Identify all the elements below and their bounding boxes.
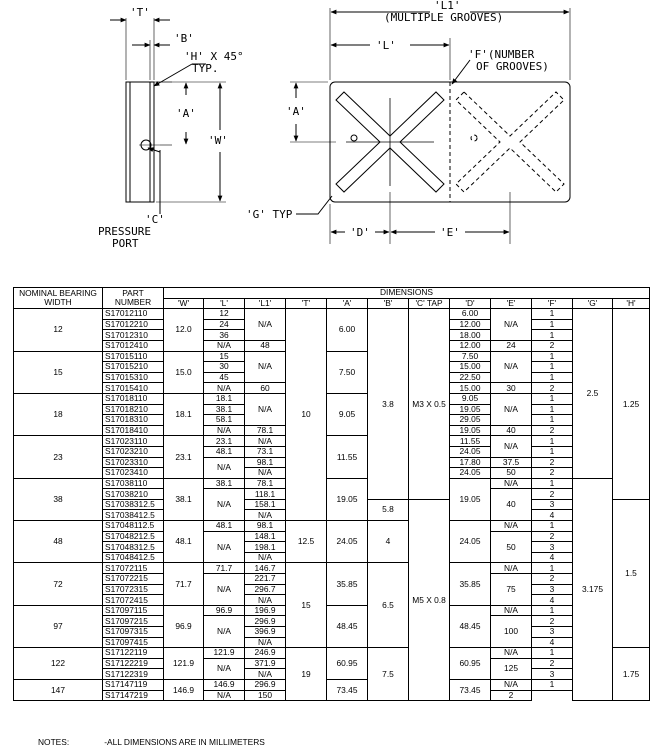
e-cell: 30: [491, 383, 532, 394]
l1-cell: N/A: [245, 510, 286, 521]
a-cell: 35.85: [327, 563, 368, 605]
l1-cell: 118.1: [245, 489, 286, 500]
nominal-cell: 15: [14, 351, 103, 393]
l1-cell: N/A: [245, 595, 286, 606]
e-cell: N/A: [491, 351, 532, 383]
e-cell: 150: [245, 690, 286, 701]
col-a: 'A': [327, 298, 368, 309]
part-number-cell: S17038110: [103, 478, 164, 489]
label-h-chamfer: 'H' X 45°: [184, 50, 244, 63]
nominal-cell: 122: [14, 648, 103, 680]
col-w: 'W': [164, 298, 204, 309]
f-cell: 1: [532, 351, 573, 362]
d-cell: 24.05: [450, 468, 491, 479]
label-c: 'C': [145, 213, 165, 226]
w-cell: 15.0: [164, 351, 204, 393]
l-cell: N/A: [204, 616, 245, 648]
part-number-cell: S17012210: [103, 319, 164, 330]
l1-cell: N/A: [245, 393, 286, 425]
g-cell: 3.175: [573, 478, 613, 700]
l1-cell: N/A: [245, 669, 286, 680]
h-cell: 1.75: [613, 648, 650, 701]
nominal-cell: 147: [14, 679, 103, 700]
part-number-cell: S17048112.5: [103, 521, 164, 532]
col-l1: 'L1': [245, 298, 286, 309]
l-cell: N/A: [204, 489, 245, 521]
f-cell: 4: [532, 595, 573, 606]
f-cell: 3: [532, 627, 573, 638]
w-cell: 12.0: [164, 309, 204, 351]
col-t: 'T': [286, 298, 327, 309]
label-a-left: 'A': [176, 107, 196, 120]
part-number-cell: S17018210: [103, 404, 164, 415]
f-cell: 2: [532, 574, 573, 585]
e-cell: N/A: [491, 648, 532, 659]
w-cell: 146.9: [164, 679, 204, 700]
d-cell: 12.00: [450, 340, 491, 351]
part-number-cell: S17122219: [103, 658, 164, 669]
table-row: [14, 478, 650, 489]
part-number-cell: S17038412.5: [103, 510, 164, 521]
f-cell: 2: [532, 658, 573, 669]
part-number-cell: S17023410: [103, 468, 164, 479]
f-cell: 1: [532, 521, 573, 532]
l1-cell: 78.1: [245, 425, 286, 436]
part-number-cell: S17015310: [103, 372, 164, 383]
d-cell: 19.05: [450, 478, 491, 520]
l1-cell: N/A: [245, 309, 286, 341]
col-f: 'F': [532, 298, 573, 309]
l1-cell: 98.1: [245, 521, 286, 532]
f-cell: 2: [532, 616, 573, 627]
groove-x-left: [336, 92, 444, 192]
d-cell: 48.45: [450, 605, 491, 647]
e-cell: 37.5: [491, 457, 532, 468]
f-cell: 1: [532, 309, 573, 320]
f-cell: 1: [532, 415, 573, 426]
f-cell: 3: [532, 542, 573, 553]
l1-cell: N/A: [245, 351, 286, 383]
header-nominal: NOMINAL BEARING WIDTH: [14, 288, 103, 309]
part-number-cell: S17072315: [103, 584, 164, 595]
f-cell: 3: [532, 584, 573, 595]
part-number-cell: S17038210: [103, 489, 164, 500]
f-cell: 2: [532, 489, 573, 500]
l-cell: N/A: [204, 658, 245, 679]
d-cell: 35.85: [450, 563, 491, 605]
f-cell: 2: [532, 457, 573, 468]
e-cell: 125: [491, 658, 532, 679]
col-e: 'E': [491, 298, 532, 309]
notes-label: NOTES:: [38, 737, 70, 747]
part-number-cell: S17012110: [103, 309, 164, 320]
l1-cell: 73.1: [245, 446, 286, 457]
l1-cell: 221.7: [245, 574, 286, 585]
f-cell: 1: [532, 605, 573, 616]
f-cell: 1: [532, 648, 573, 659]
w-cell: 121.9: [164, 648, 204, 680]
e-cell: 40: [491, 425, 532, 436]
w-cell: 38.1: [164, 478, 204, 520]
front-view: [290, 8, 570, 244]
part-number-cell: S17015110: [103, 351, 164, 362]
label-port: PORT: [112, 237, 139, 250]
l1-cell: 246.9: [245, 648, 286, 659]
l-cell: 36: [204, 330, 245, 341]
table-row: [14, 309, 650, 320]
f-cell: 3: [532, 669, 573, 680]
f-cell: 1: [532, 679, 573, 690]
f-cell: 1: [532, 330, 573, 341]
f-cell: 2: [491, 690, 532, 701]
e-cell: N/A: [491, 309, 532, 341]
f-cell: 4: [532, 510, 573, 521]
label-l: 'L': [376, 39, 396, 52]
header-dimensions: DIMENSIONS: [164, 288, 650, 299]
f-cell: 1: [532, 436, 573, 447]
l1-cell: 78.1: [245, 478, 286, 489]
a-cell: 11.55: [327, 436, 368, 478]
w-cell: 23.1: [164, 436, 204, 478]
label-multiple-grooves: (MULTIPLE GROOVES): [384, 11, 504, 24]
label-e: 'E': [440, 226, 460, 239]
f-cell: 1: [532, 446, 573, 457]
e-cell: N/A: [491, 563, 532, 574]
a-cell: 24.05: [327, 521, 368, 563]
l-cell: 71.7: [204, 563, 245, 574]
part-number-cell: S17097115: [103, 605, 164, 616]
f-cell: 1: [532, 393, 573, 404]
f-cell: 1: [532, 362, 573, 373]
part-number-cell: S17147219: [103, 690, 164, 701]
part-number-cell: S17048312.5: [103, 542, 164, 553]
part-number-cell: S17122319: [103, 669, 164, 680]
l1-cell: 296.9: [245, 679, 286, 690]
col-h: 'H': [613, 298, 650, 309]
table-row: [14, 351, 650, 362]
l1-cell: 198.1: [245, 542, 286, 553]
l1-cell: 148.1: [245, 531, 286, 542]
part-number-cell: S17147119: [103, 679, 164, 690]
l1-cell: 196.9: [245, 605, 286, 616]
label-f-number: 'F'(NUMBER: [468, 48, 535, 61]
a-cell: 19.05: [327, 478, 368, 520]
d-cell: 18.00: [450, 330, 491, 341]
table-body: [14, 309, 650, 701]
t-cell: 10: [286, 309, 327, 521]
l-cell: 48.1: [204, 446, 245, 457]
d-cell: 60.95: [450, 648, 491, 680]
l-cell: 96.9: [204, 605, 245, 616]
f-cell: 2: [532, 340, 573, 351]
side-view: [110, 18, 226, 214]
part-number-cell: S17122119: [103, 648, 164, 659]
label-t: 'T': [130, 6, 150, 19]
col-d: 'D': [450, 298, 491, 309]
c-cell: M3 X 0.5: [409, 309, 450, 500]
e-cell: N/A: [491, 436, 532, 457]
label-l1: 'L1': [434, 0, 461, 12]
f-cell: 1: [532, 404, 573, 415]
table-row: [14, 393, 650, 404]
f-cell: 1: [532, 478, 573, 489]
a-cell: 73.45: [327, 679, 368, 700]
d-cell: 12.00: [450, 319, 491, 330]
part-number-cell: S17072215: [103, 574, 164, 585]
groove-x-right: [456, 92, 564, 192]
l-cell: 38.1: [204, 404, 245, 415]
d-cell: 22.50: [450, 372, 491, 383]
h-cell: 1.25: [613, 309, 650, 500]
label-pressure: PRESSURE: [98, 225, 151, 238]
l1-cell: 60: [245, 383, 286, 394]
e-cell: N/A: [491, 521, 532, 532]
e-cell: 50: [491, 531, 532, 563]
f-cell: 1: [532, 372, 573, 383]
t-cell: 15: [286, 563, 327, 648]
part-number-cell: S17048412.5: [103, 552, 164, 563]
nominal-cell: 18: [14, 393, 103, 435]
b-cell: 3.8: [368, 309, 409, 500]
h-cell: 1.5: [613, 499, 650, 647]
technical-drawing: [0, 0, 670, 270]
l-cell: 24: [204, 319, 245, 330]
label-a-right: 'A': [286, 105, 306, 118]
table-row: [14, 648, 650, 659]
w-cell: 71.7: [164, 563, 204, 605]
table-row: [14, 436, 650, 447]
f-cell: 2: [532, 468, 573, 479]
l-cell: N/A: [204, 574, 245, 606]
f-cell: 2: [532, 531, 573, 542]
l-cell: N/A: [204, 383, 245, 394]
d-cell: 15.00: [450, 383, 491, 394]
table-row: [14, 521, 650, 532]
c-cell: M5 X 0.8: [409, 499, 450, 700]
l-cell: 146.9: [204, 679, 245, 690]
label-of-grooves: OF GROOVES): [476, 60, 549, 73]
l1-cell: 371.9: [245, 658, 286, 669]
l1-cell: 296.9: [245, 616, 286, 627]
e-cell: N/A: [491, 478, 532, 489]
d-cell: 6.00: [450, 309, 491, 320]
col-l: 'L': [204, 298, 245, 309]
a-cell: 6.00: [327, 309, 368, 351]
f-cell: 1: [532, 563, 573, 574]
l-cell: N/A: [204, 531, 245, 563]
part-number-cell: S17012410: [103, 340, 164, 351]
e-cell: 50: [491, 468, 532, 479]
part-number-cell: S17018310: [103, 415, 164, 426]
f-cell: 1: [532, 319, 573, 330]
a-cell: 7.50: [327, 351, 368, 393]
nominal-cell: 38: [14, 478, 103, 520]
part-number-cell: S17097415: [103, 637, 164, 648]
d-cell: 24.05: [450, 446, 491, 457]
l1-cell: 396.9: [245, 627, 286, 638]
part-number-cell: S17097315: [103, 627, 164, 638]
l-cell: 58.1: [204, 415, 245, 426]
label-w: 'W': [208, 134, 228, 147]
l-cell: 18.1: [204, 393, 245, 404]
e-cell: N/A: [491, 393, 532, 425]
l1-cell: N/A: [245, 468, 286, 479]
f-cell: 2: [532, 383, 573, 394]
table-row: [14, 679, 650, 690]
a-cell: 48.45: [327, 605, 368, 647]
part-number-cell: S17072415: [103, 595, 164, 606]
part-number-cell: S17012310: [103, 330, 164, 341]
part-number-cell: S17048212.5: [103, 531, 164, 542]
d-cell: 17.80: [450, 457, 491, 468]
e-cell: 24: [491, 340, 532, 351]
e-cell: N/A: [491, 679, 532, 690]
col-g: 'G': [573, 298, 613, 309]
nominal-cell: 12: [14, 309, 103, 351]
l-cell: 12: [204, 309, 245, 320]
e-cell: 75: [491, 574, 532, 606]
part-number-cell: S17023110: [103, 436, 164, 447]
w-cell: 18.1: [164, 393, 204, 435]
notes: [38, 737, 265, 747]
l1-cell: N/A: [245, 436, 286, 447]
t-cell: 12.5: [286, 521, 327, 563]
a-cell: 60.95: [327, 648, 368, 680]
a-cell: 9.05: [327, 393, 368, 435]
d-cell: 19.05: [450, 425, 491, 436]
l-cell: N/A: [204, 457, 245, 478]
b-cell: 5.8: [368, 499, 409, 520]
table-row: [14, 563, 650, 574]
part-number-cell: S17018410: [103, 425, 164, 436]
f-cell: 3: [532, 499, 573, 510]
l-cell: 15: [204, 351, 245, 362]
l-cell: 23.1: [204, 436, 245, 447]
b-cell: 6.5: [368, 563, 409, 648]
w-cell: 48.1: [164, 521, 204, 563]
l1-cell: N/A: [245, 637, 286, 648]
part-number-cell: S17018110: [103, 393, 164, 404]
g-cell: 2.5: [573, 309, 613, 479]
part-number-cell: S17023210: [103, 446, 164, 457]
l-cell: 45: [204, 372, 245, 383]
l1-cell: N/A: [245, 552, 286, 563]
header-part-number: PART NUMBER: [103, 288, 164, 309]
nominal-cell: 48: [14, 521, 103, 563]
b-cell: 4: [368, 521, 409, 563]
d-cell: 9.05: [450, 393, 491, 404]
l1-cell: 158.1: [245, 499, 286, 510]
l-cell: 30: [204, 362, 245, 373]
l1-cell: 98.1: [245, 457, 286, 468]
d-cell: 29.05: [450, 415, 491, 426]
d-cell: 15.00: [450, 362, 491, 373]
part-number-cell: S17038312.5: [103, 499, 164, 510]
l1-cell: 146.7: [245, 563, 286, 574]
d-cell: 11.55: [450, 436, 491, 447]
d-cell: 73.45: [450, 679, 491, 700]
w-cell: 96.9: [164, 605, 204, 647]
l-cell: 121.9: [204, 648, 245, 659]
l-cell: N/A: [204, 340, 245, 351]
label-b: 'B': [174, 32, 194, 45]
l-cell: 48.1: [204, 521, 245, 532]
col-b: 'B': [368, 298, 409, 309]
l1-cell: 48: [245, 340, 286, 351]
dimensions-table: [13, 287, 650, 701]
table-row: [14, 605, 650, 616]
part-number-cell: S17072115: [103, 563, 164, 574]
l-cell: 38.1: [204, 478, 245, 489]
f-cell: 2: [532, 425, 573, 436]
nominal-cell: 72: [14, 563, 103, 605]
nominal-cell: 97: [14, 605, 103, 647]
nominal-cell: 23: [14, 436, 103, 478]
b-cell: 7.5: [368, 648, 409, 701]
e-cell: N/A: [491, 605, 532, 616]
e-cell: 100: [491, 616, 532, 648]
part-number-cell: S17015410: [103, 383, 164, 394]
notes-text: -ALL DIMENSIONS ARE IN MILLIMETERS: [104, 737, 265, 747]
col-c-tap: 'C' TAP: [409, 298, 450, 309]
part-number-cell: S17015210: [103, 362, 164, 373]
label-d: 'D': [350, 226, 370, 239]
l1-cell: 296.7: [245, 584, 286, 595]
d-cell: 7.50: [450, 351, 491, 362]
label-g-typ: 'G' TYP: [246, 208, 293, 221]
label-typ: TYP.: [192, 62, 219, 75]
d-cell: 19.05: [450, 404, 491, 415]
l-cell: N/A: [204, 690, 245, 701]
l-cell: N/A: [204, 425, 245, 436]
part-number-cell: S17097215: [103, 616, 164, 627]
d-cell: 24.05: [450, 521, 491, 563]
e-cell: 40: [491, 489, 532, 521]
part-number-cell: S17023310: [103, 457, 164, 468]
f-cell: 4: [532, 552, 573, 563]
f-cell: 4: [532, 637, 573, 648]
t-cell: 19: [286, 648, 327, 701]
